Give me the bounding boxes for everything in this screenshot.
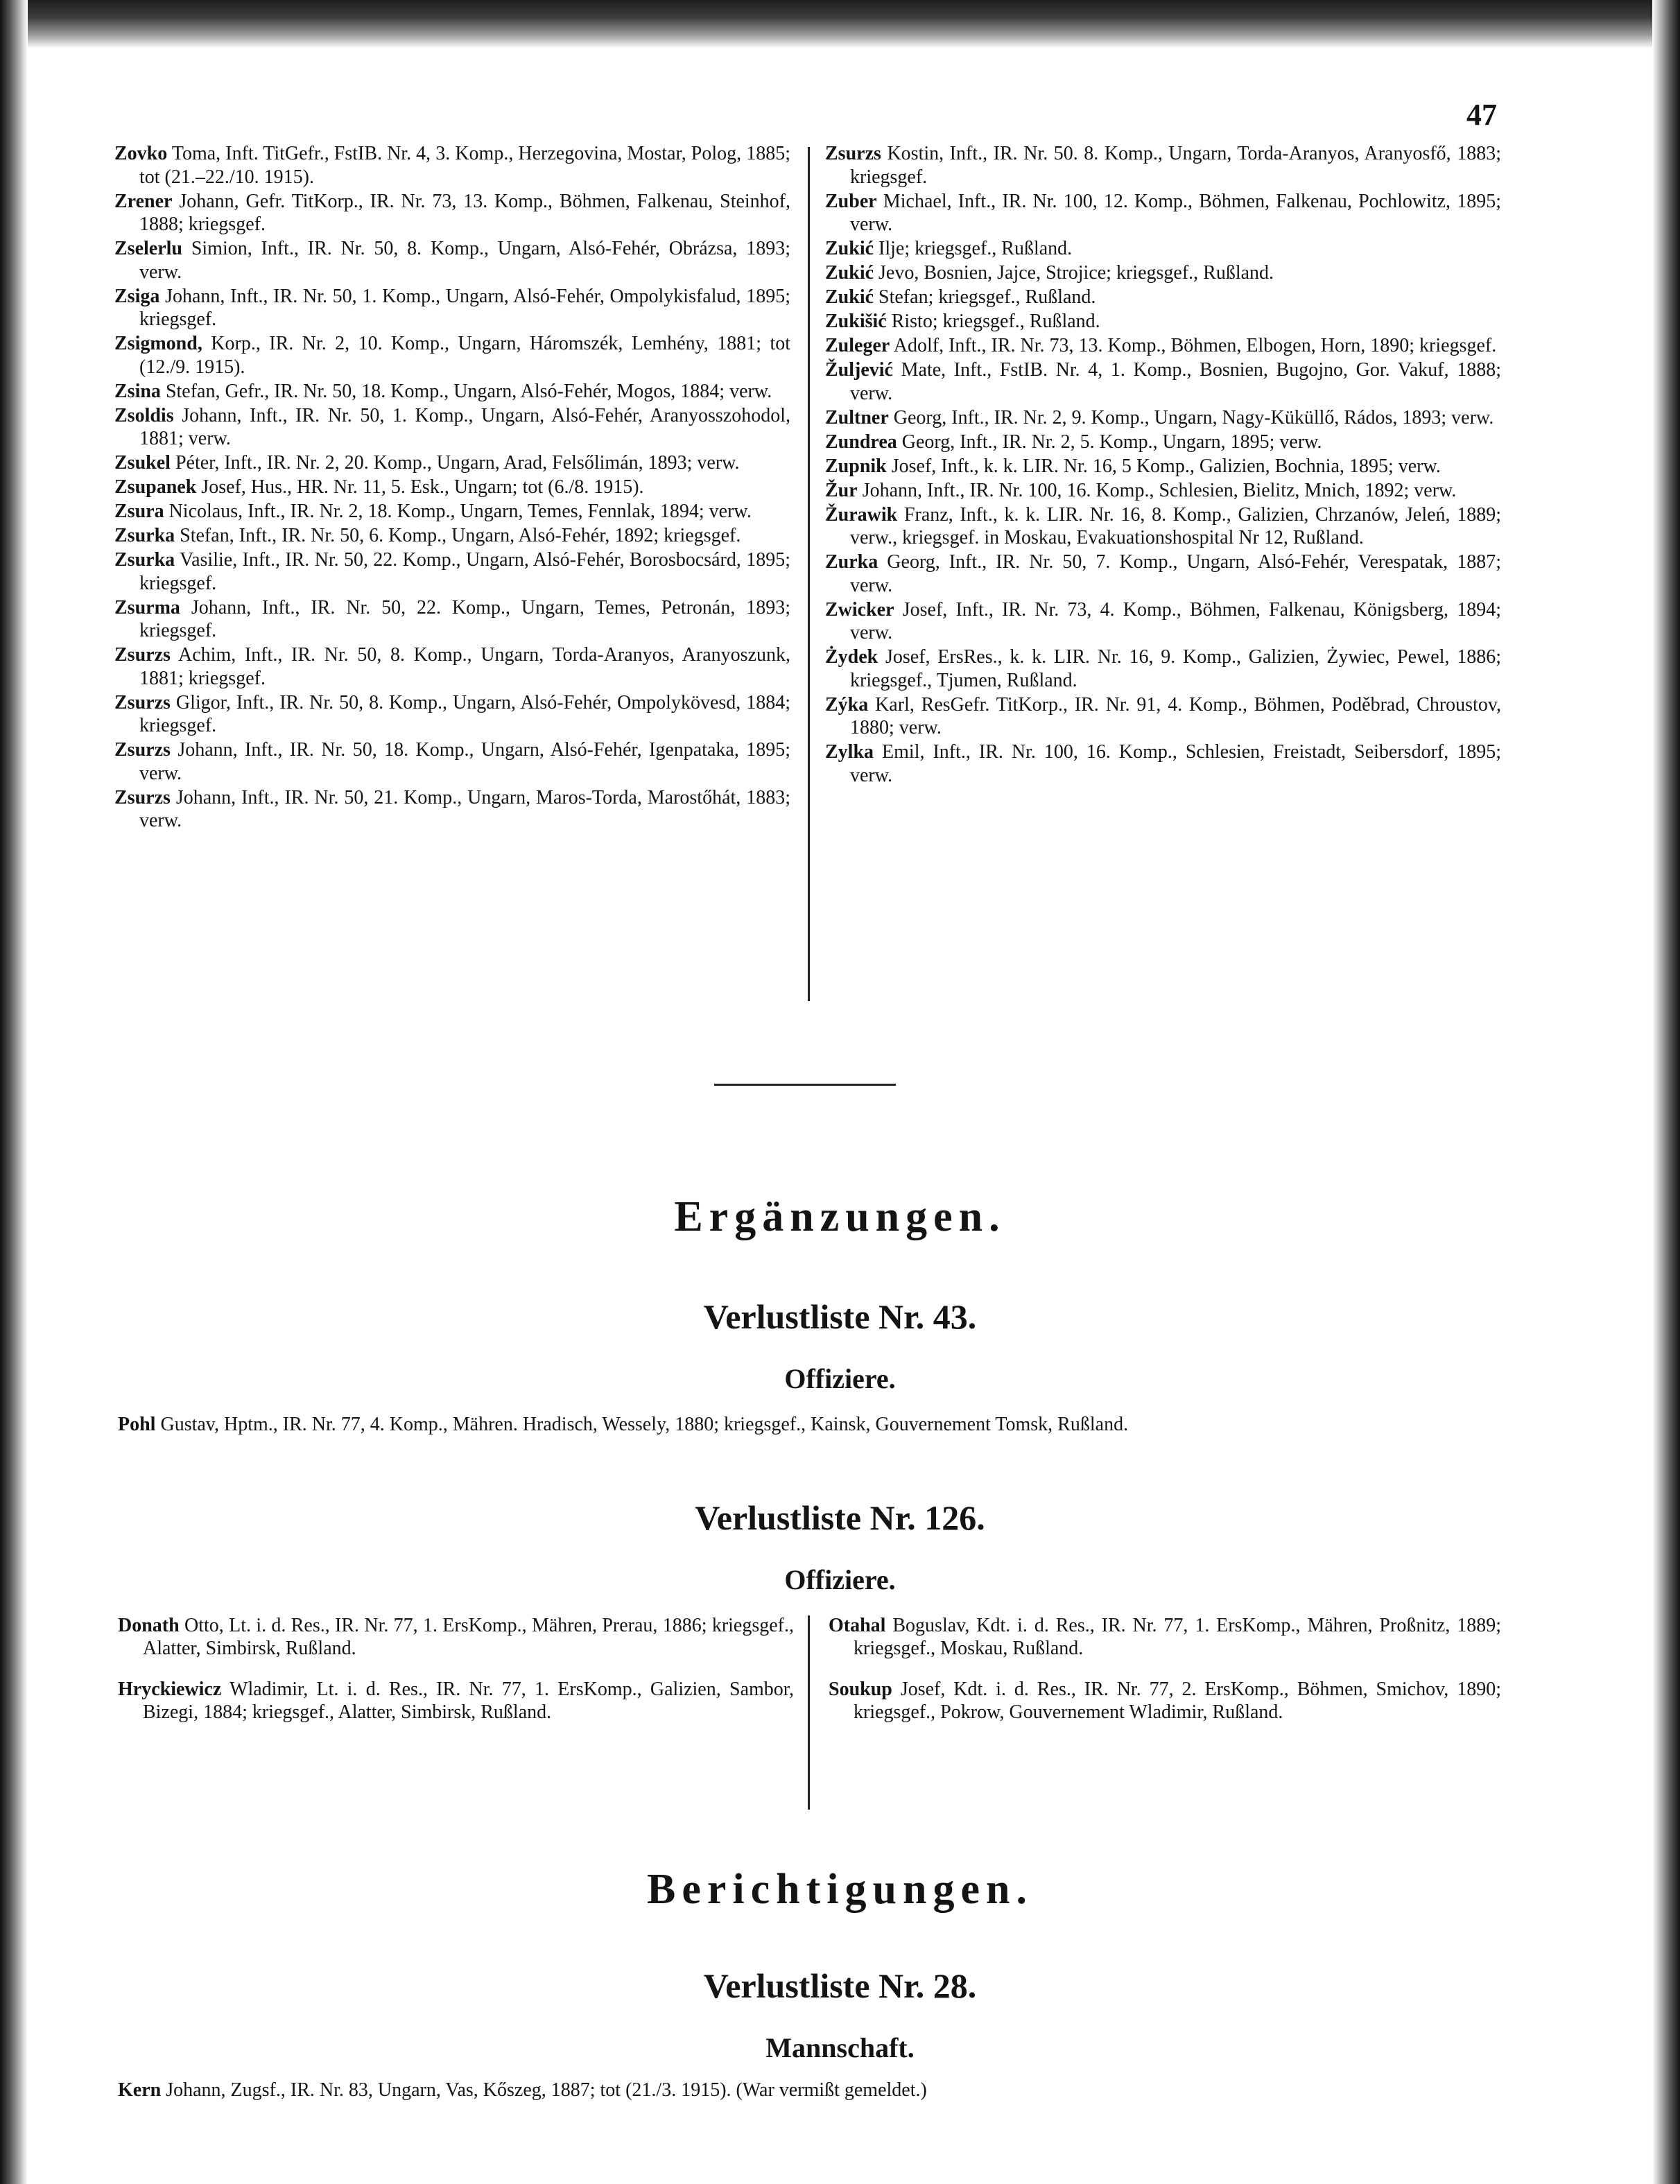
entry-details: Ilje; kriegsgef., Rußland. [878,238,1073,259]
entry-details: Vasilie, Inft., IR. Nr. 50, 22. Komp., Ungarn, Alsó-Fehér, Borosbocsárd, 1895; kriegsgef. [139,549,790,594]
page-number: 47 [1466,98,1497,132]
list-entry [114,476,790,499]
supplements-heading: Ergänzungen. [674,1193,1006,1240]
surname: Kern [118,2079,162,2101]
list-entry [825,406,1501,430]
surname: Zylka [825,741,874,763]
entry-details: Johann, Gefr. TitKorp., IR. Nr. 73, 13. Komp., Böhmen, Falkenau, Steinhof, 1888; kriegsgef. [139,190,791,235]
surname: Zsura [114,501,164,522]
entry-details: Franz, Inft., k. k. LIR. Nr. 16, 8. Komp., Galizien, Chrzanów, Jeleń, 1889; verw., kriegsgef. in Moskau, Evakuationshospital Nr 12, Rußland. [850,503,1501,548]
surname: Zovko [114,143,168,164]
list-entry [114,285,790,331]
entry-details: Stefan; kriegsgef., Rußland. [878,286,1096,308]
entry-details: Simion, Inft., IR. Nr. 50, 8. Komp., Ungarn, Alsó-Fehér, Obrázsa, 1893; verw. [139,238,791,283]
entry-details: Georg, Inft., IR. Nr. 50, 7. Komp., Ungarn, Alsó-Fehér, Verespatak, 1887; verw. [850,551,1501,596]
entry-details: Josef, Inft., k. k. LIR. Nr. 16, 5 Komp., Galizien, Bochnia, 1895; verw. [891,455,1441,477]
list-entry [114,380,790,404]
surname: Zsigmond, [114,333,202,354]
list-entry [825,551,1501,597]
surname: Soukup [829,1679,892,1700]
entry-details: Otto, Lt. i. d. Res., IR. Nr. 77, 1. ErsKomp., Mähren, Prerau, 1886; kriegsgef., Alatter, Simbirsk, Rußland. [143,1615,794,1659]
list-28-heading: Verlustliste Nr. 28. [703,1966,977,2005]
list-entry [114,738,790,785]
column-divider [808,1615,810,1810]
list-entry [825,693,1501,740]
entry-details: Johann, Inft., IR. Nr. 50, 22. Komp., Ungarn, Temes, Petronán, 1893; kriegsgef. [139,596,790,641]
list-entry [118,1678,794,1724]
list-entry [825,598,1501,645]
right-column [825,142,1501,788]
surname: Zsina [114,380,161,402]
entry-details: Adolf, Inft., IR. Nr. 73, 13. Komp., Böhmen, Elbogen, Horn, 1890; kriegsgef. [893,335,1497,356]
list-entry [825,479,1501,503]
entry-details: Kostin, Inft., IR. Nr. 50. 8. Komp., Ungarn, Torda-Aranyos, Aranyosfő, 1883; kriegsgef. [850,143,1501,188]
surname: Donath [118,1615,180,1636]
surname: Zsurma [114,596,180,618]
list-entry [825,261,1501,285]
list-43-heading: Verlustliste Nr. 43. [703,1297,977,1336]
entry-details: Johann, Inft., IR. Nr. 50, 1. Komp., Ungarn, Alsó-Fehér, Aranyosszohodol, 1881; verw. [139,404,790,449]
surname: Zundrea [825,431,897,453]
surname: Zselerlu [114,238,182,259]
list-entry [825,142,1501,189]
list-entry [825,740,1501,787]
list-entry [114,691,790,738]
entry-details: Georg, Inft., IR. Nr. 2, 5. Komp., Ungarn, 1895; verw. [901,431,1322,453]
entry-details: Risto; kriegsgef., Rußland. [891,311,1100,332]
list-entry [114,451,790,475]
surname: Żydek [825,646,878,668]
surname: Zuber [825,190,877,212]
list-entry [114,643,790,690]
surname: Zsurzs [114,786,171,808]
surname: Hryckiewicz [118,1679,222,1700]
list-entry [114,786,790,833]
surname: Žuljević [825,359,893,381]
surname: Žur [825,479,858,501]
list-entry [114,500,790,523]
list-entry [114,237,790,284]
list-43-entry [118,1413,1512,1437]
surname: Zsiga [114,285,160,307]
surname: Otahal [829,1615,886,1636]
list-entry [825,310,1501,333]
surname: Zuleger [825,335,890,356]
list-entry [825,645,1501,692]
entry-details: Johann, Inft., IR. Nr. 100, 16. Komp., Schlesien, Bielitz, Mnich, 1892; verw. [862,479,1457,501]
surname: Zukić [825,262,874,284]
entry-details: Michael, Inft., IR. Nr. 100, 12. Komp., Böhmen, Falkenau, Pochlowitz, 1895; verw. [850,190,1501,235]
list-28-category: Mannschaft. [765,2032,915,2063]
entry-details: Boguslav, Kdt. i. d. Res., IR. Nr. 77, 1. ErsKomp., Mähren, Proßnitz, 1889; kriegsgef., Moskau, Rußland. [854,1615,1501,1659]
surname: Zsukel [114,452,171,474]
surname: Zsupanek [114,476,197,498]
section-divider [714,1084,896,1086]
surname: Zurka [825,551,878,573]
entry-details: Johann, Inft., IR. Nr. 50, 1. Komp., Ungarn, Alsó-Fehér, Ompolykisfalud, 1895; kriegsgef. [139,285,791,330]
entry-details: Gligor, Inft., IR. Nr. 50, 8. Komp., Ungarn, Alsó-Fehér, Ompolykövesd, 1884; kriegsgef. [139,691,791,736]
surname: Zsurka [114,525,175,546]
entry-details: Emil, Inft., IR. Nr. 100, 16. Komp., Schlesien, Freistadt, Seibersdorf, 1895; verw. [850,741,1501,786]
list-entry [825,358,1501,405]
surname: Zsurzs [114,644,171,666]
entry-details: Korp., IR. Nr. 2, 10. Komp., Ungarn, Háromszék, Lemhény, 1881; tot (12./9. 1915). [139,333,791,378]
entry-details: Karl, ResGefr. TitKorp., IR. Nr. 91, 4. Komp., Böhmen, Poděbrad, Chroustov, 1880; verw. [850,693,1502,738]
entry-details: Gustav, Hptm., IR. Nr. 77, 4. Komp., Mähren. Hradisch, Wessely, 1880; kriegsgef., Kainsk, Gouvernement Tomsk, Rußland. [160,1414,1129,1435]
list-entry [825,503,1501,550]
surname: Zsurzs [114,739,171,761]
list-entry [118,1614,794,1660]
list-entry [829,1678,1501,1724]
entry-details: Josef, Inft., IR. Nr. 73, 4. Komp., Böhmen, Falkenau, Königsberg, 1894; verw. [850,598,1501,643]
surname: Zupnik [825,455,887,477]
scan-border-left [0,0,28,2184]
list-entry [829,1614,1501,1660]
surname: Zrener [114,190,173,212]
list-entry [825,237,1501,261]
corrections-heading: Berichtigungen. [647,1866,1033,1913]
list-entry [114,596,790,643]
list-entry [114,524,790,548]
entry-details: Jevo, Bosnien, Jajce, Strojice; kriegsgef., Rußland. [878,262,1274,284]
surname: Zultner [825,406,889,428]
list-126-left [118,1614,794,1724]
list-126-category: Offiziere. [784,1564,896,1595]
entry-details: Johann, Inft., IR. Nr. 50, 18. Komp., Ungarn, Alsó-Fehér, Igenpataka, 1895; verw. [139,739,790,784]
entry-details: Josef, Kdt. i. d. Res., IR. Nr. 77, 2. ErsKomp., Böhmen, Smichov, 1890; kriegsgef., Pokrow, Gouvernement Wladimir, Rußland. [854,1679,1501,1723]
surname: Pohl [118,1414,156,1435]
surname: Zsoldis [114,404,174,426]
entry-details: Wladimir, Lt. i. d. Res., IR. Nr. 77, 1. ErsKomp., Galizien, Sambor, Bizegi, 1884; kriegsgef., Alatter, Simbirsk, Rußland. [143,1679,794,1723]
entry-details: Mate, Inft., FstIB. Nr. 4, 1. Komp., Bosnien, Bugojno, Gor. Vakuf, 1888; verw. [850,359,1501,404]
surname: Zukić [825,286,874,308]
entry-details: Johann, Inft., IR. Nr. 50, 21. Komp., Ungarn, Maros-Torda, Marostőhát, 1883; verw. [139,786,790,831]
scan-border-top [0,0,1680,49]
left-column [114,142,790,833]
scan-border-right [1652,0,1680,2184]
entry-details: Johann, Zugsf., IR. Nr. 83, Ungarn, Vas, Kőszeg, 1887; tot (21./3. 1915). (War vermißt gemeldet.) [166,2079,927,2101]
list-entry [825,286,1501,309]
list-28-entry [118,2079,1512,2102]
list-entry [114,548,790,595]
surname: Zsurzs [825,143,881,164]
list-entry [114,404,790,451]
list-entry [825,334,1501,358]
list-entry [825,431,1501,454]
list-126-heading: Verlustliste Nr. 126. [695,1498,985,1537]
list-126-right [829,1614,1501,1724]
surname: Zsurzs [114,691,171,713]
entry-details: Josef, ErsRes., k. k. LIR. Nr. 16, 9. Komp., Galizien, Żywiec, Pewel, 1886; kriegsgef., Tjumen, Rußland. [850,646,1502,691]
list-43-category: Offiziere. [784,1363,896,1394]
surname: Zsurka [114,549,175,571]
entry-details: Péter, Inft., IR. Nr. 2, 20. Komp., Ungarn, Arad, Felsőlimán, 1893; verw. [175,452,740,474]
surname: Zukić [825,238,874,259]
entry-details: Stefan, Inft., IR. Nr. 50, 6. Komp., Ungarn, Alsó-Fehér, 1892; kriegsgef. [180,525,741,546]
entry-details: Josef, Hus., HR. Nr. 11, 5. Esk., Ungarn; tot (6./8. 1915). [201,476,644,498]
entry-details: Georg, Inft., IR. Nr. 2, 9. Komp., Ungarn, Nagy-Küküllő, Rádos, 1893; verw. [893,406,1494,428]
surname: Zwicker [825,598,894,621]
surname: Zukišić [825,311,887,332]
entry-details: Stefan, Gefr., IR. Nr. 50, 18. Komp., Ungarn, Alsó-Fehér, Mogos, 1884; verw. [165,380,772,402]
list-entry [825,455,1501,478]
column-divider [808,147,810,1001]
entry-details: Nicolaus, Inft., IR. Nr. 2, 18. Komp., Ungarn, Temes, Fennlak, 1894; verw. [168,501,752,522]
list-entry [114,142,790,189]
list-entry [114,332,790,379]
entry-details: Toma, Inft. TitGefr., FstIB. Nr. 4, 3. Komp., Herzegovina, Mostar, Polog, 1885; tot (21.–22./10. 1915). [139,143,790,188]
list-entry [825,190,1501,236]
surname: Zýka [825,693,869,716]
surname: Žurawik [825,503,898,526]
list-entry [114,190,790,236]
entry-details: Achim, Inft., IR. Nr. 50, 8. Komp., Ungarn, Torda-Aranyos, Aranyoszunk, 1881; kriegsgef. [139,644,790,689]
